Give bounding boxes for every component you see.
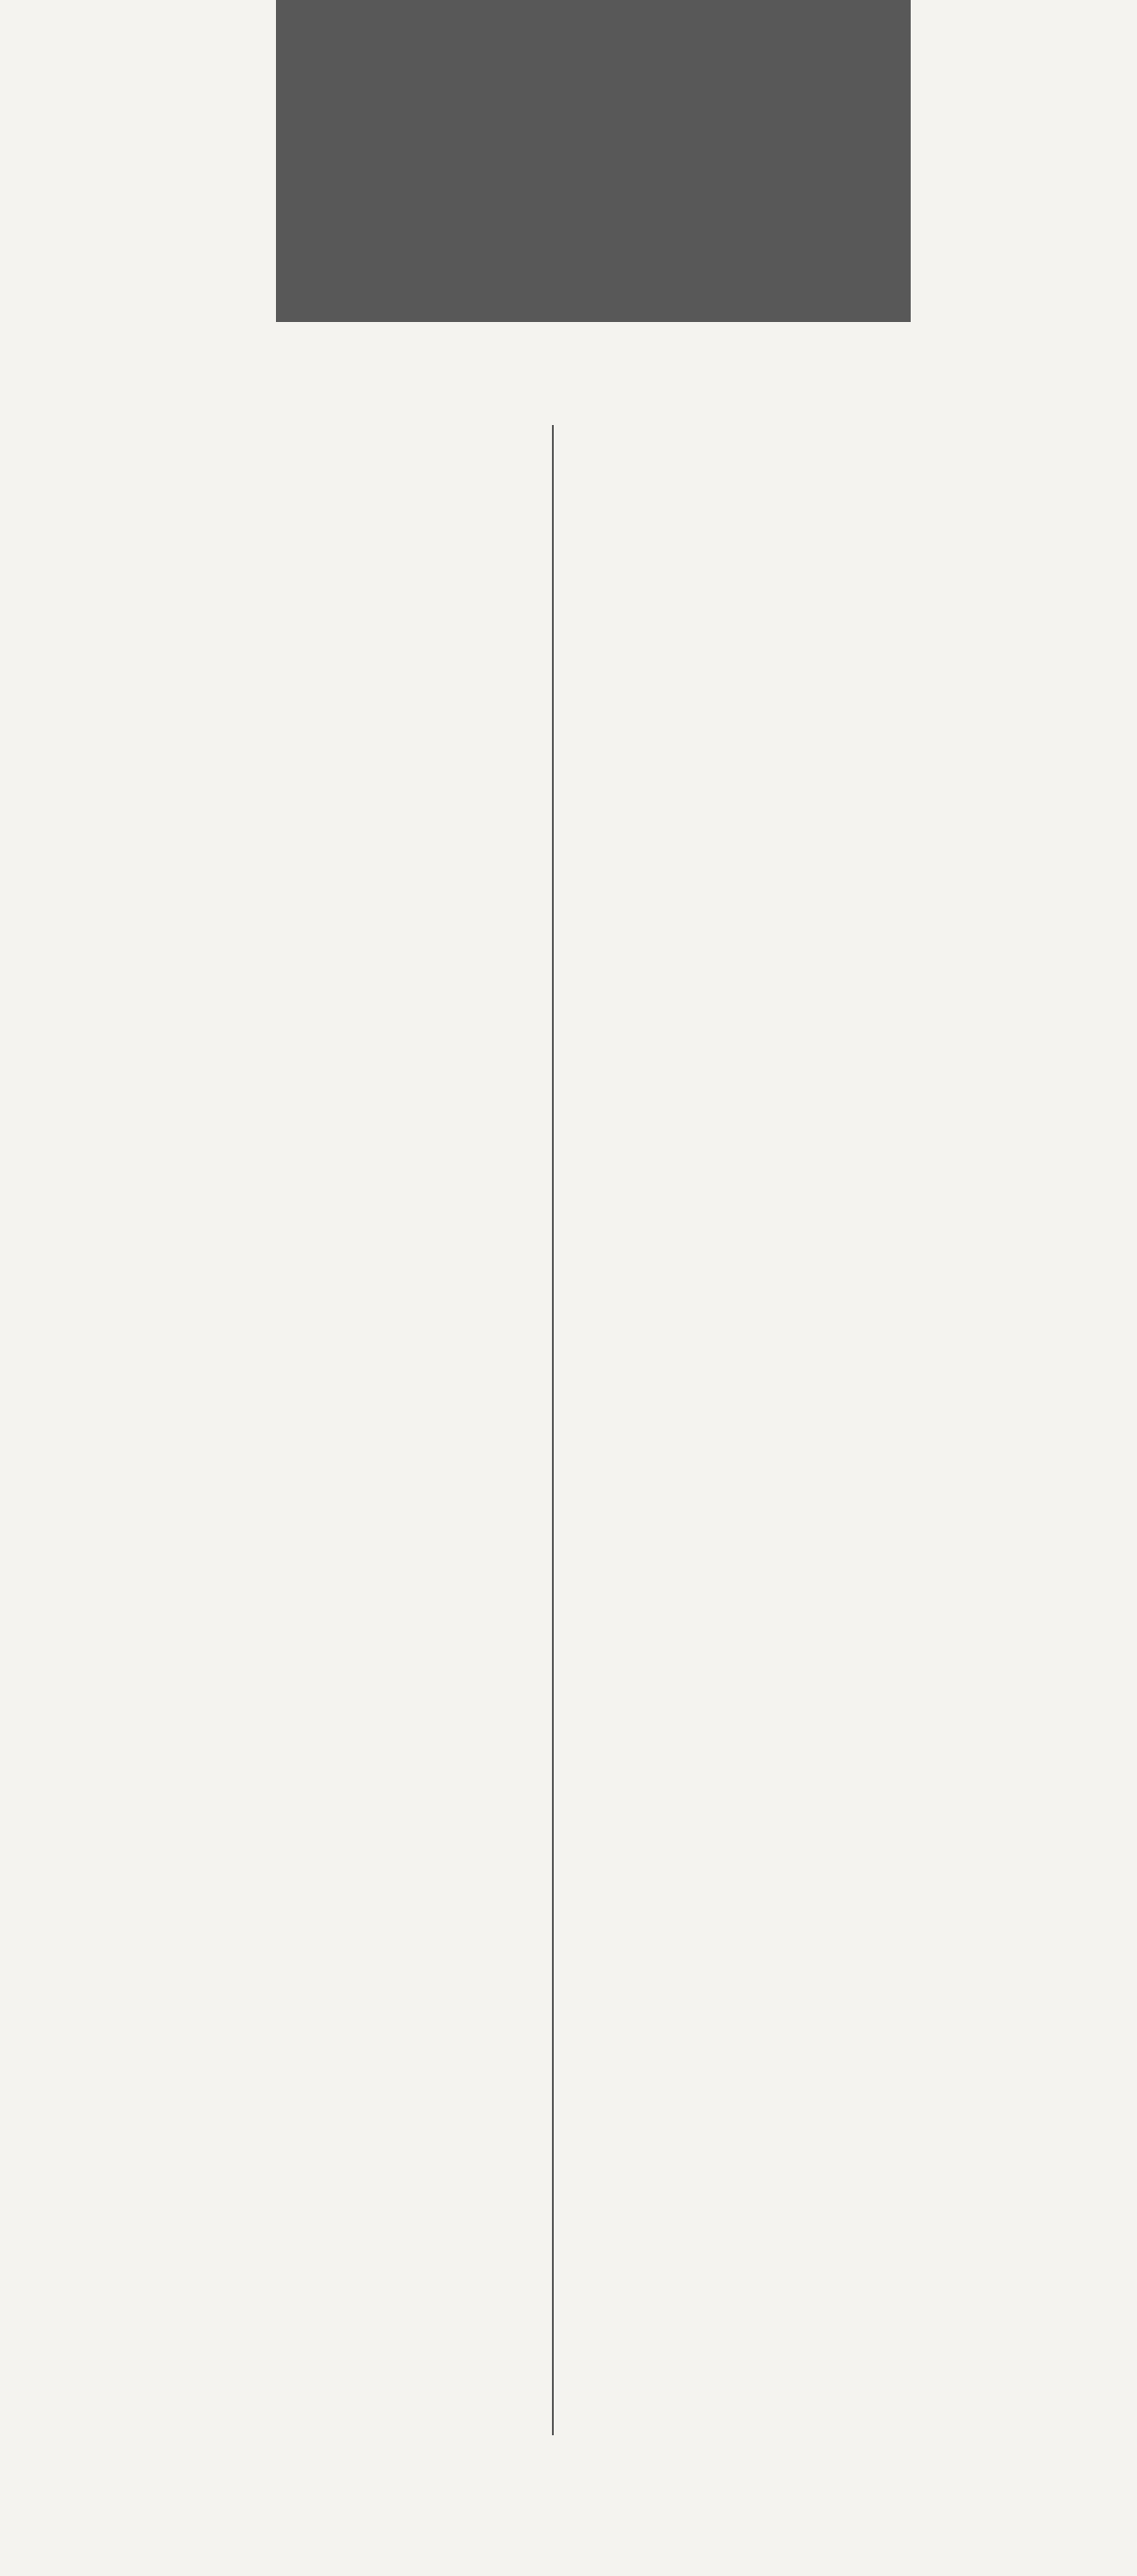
archive-stamp (276, 0, 911, 322)
column-divider (552, 425, 554, 2435)
